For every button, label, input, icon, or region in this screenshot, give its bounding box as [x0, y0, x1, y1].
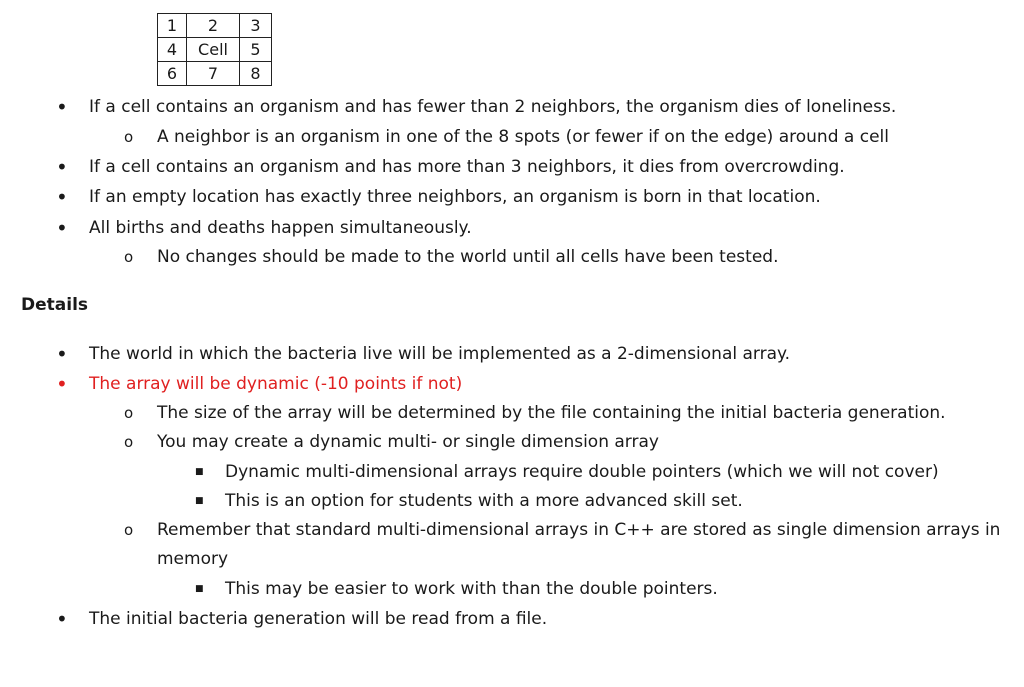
grid-row: [158, 62, 272, 86]
grid-cell-center: Cell: [187, 38, 240, 62]
square-bullet-icon: ■: [195, 584, 204, 594]
rule-subitem: A neighbor is an organism in one of the 8 spots (or fewer if on the edge) around a cell: [157, 127, 889, 147]
square-bullet-icon: ■: [195, 496, 204, 506]
detail-item: The world in which the bacteria live will be implemented as a 2-dimensional array.: [89, 344, 791, 364]
circle-bullet-icon: o: [124, 404, 134, 422]
grid-cell: 3: [240, 14, 272, 38]
bullet-icon: •: [56, 372, 68, 396]
grid-cell: 6: [158, 62, 187, 86]
detail-subsubitem: This may be easier to work with than the double pointers.: [225, 579, 718, 599]
detail-subsubitem: This is an option for students with a more advanced skill set.: [225, 491, 743, 511]
rule-subitem: No changes should be made to the world until all cells have been tested.: [157, 247, 779, 267]
bullet-icon: •: [56, 342, 68, 366]
detail-item-highlight: The array will be dynamic (-10 points if not): [89, 374, 463, 394]
bullet-icon: •: [56, 185, 68, 209]
circle-bullet-icon: o: [124, 433, 134, 451]
bullet-icon: •: [56, 607, 68, 631]
grid-row: [158, 14, 272, 38]
rule-item: If an empty location has exactly three neighbors, an organism is born in that location.: [89, 187, 821, 207]
grid-cell: 4: [158, 38, 187, 62]
detail-subitem: Remember that standard multi-dimensional arrays in C++ are stored as single dimension arrays in: [157, 520, 1001, 540]
detail-item: The initial bacteria generation will be read from a file.: [89, 609, 548, 629]
rule-item: If a cell contains an organism and has fewer than 2 neighbors, the organism dies of loneliness.: [89, 97, 897, 117]
rule-item: All births and deaths happen simultaneously.: [89, 218, 472, 238]
detail-subitem: The size of the array will be determined by the file containing the initial bacteria generation.: [157, 403, 946, 423]
grid-cell: 7: [187, 62, 240, 86]
circle-bullet-icon: o: [124, 128, 134, 146]
grid-cell: 8: [240, 62, 272, 86]
circle-bullet-icon: o: [124, 521, 134, 539]
grid-cell: 1: [158, 14, 187, 38]
neighbor-grid: [157, 13, 272, 86]
bullet-icon: •: [56, 216, 68, 240]
detail-subsubitem: Dynamic multi-dimensional arrays require double pointers (which we will not cover): [225, 462, 939, 482]
detail-subitem: You may create a dynamic multi- or single dimension array: [157, 432, 659, 452]
grid-cell: 5: [240, 38, 272, 62]
grid-cell: 2: [187, 14, 240, 38]
bullet-icon: •: [56, 155, 68, 179]
circle-bullet-icon: o: [124, 248, 134, 266]
square-bullet-icon: ■: [195, 467, 204, 477]
details-heading: Details: [21, 295, 89, 315]
detail-subitem-continuation: memory: [157, 549, 229, 569]
rule-item: If a cell contains an organism and has more than 3 neighbors, it dies from overcrowding.: [89, 157, 845, 177]
grid-row: [158, 38, 272, 62]
bullet-icon: •: [56, 95, 68, 119]
